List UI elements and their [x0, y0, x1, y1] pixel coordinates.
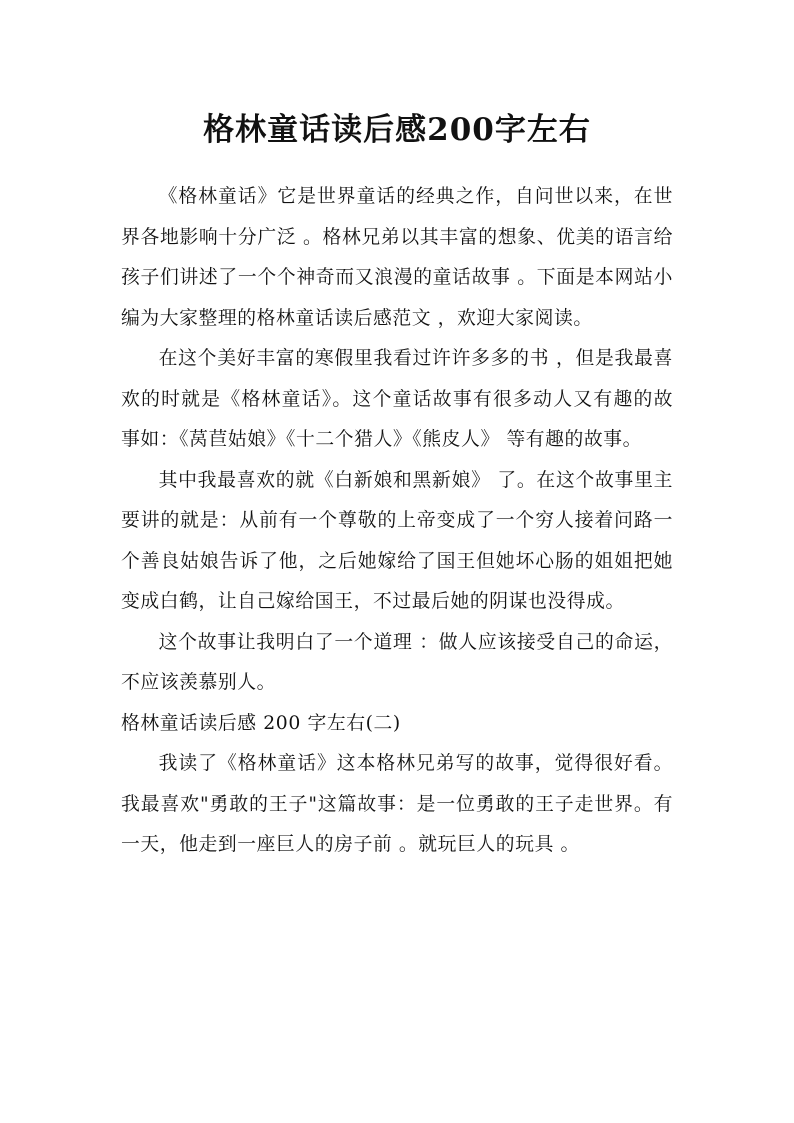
- document-body: [121, 177, 673, 866]
- paragraph-brave-prince: 我读了《格林童话》这本格林兄弟写的故事，觉得很好看。我最喜欢"勇敢的王子"这篇故事：是一位勇敢的王子走世界。有一天，他走到一座巨人的房子前 。就玩巨人的玩具 。: [121, 753, 673, 855]
- paragraph-intro: 《格林童话》它是世界童话的经典之作，自问世以来，在世界各地影响十分广泛 。格林兄弟以其丰富的想象、优美的语言给孩子们讲述了一个个神奇而又浪漫的童话故事 。下面是本网站小编为大家整理的格林童话读后感范文 ，欢迎大家阅读。: [121, 186, 673, 329]
- section-subheading: 格林童话读后感 200 字左右(二): [121, 712, 401, 734]
- document-title: 格林童话读后感200字左右: [203, 112, 591, 148]
- paragraph-lesson: 这个故事让我明白了一个道理 ：做人应该接受自己的命运，不应该羡慕别人。: [121, 631, 673, 693]
- paragraph-favorite-story: 其中我最喜欢的就《白新娘和黑新娘》 了。在这个故事里主要讲的就是：从前有一个尊敬的上帝变成了一个穷人接着问路一个善良姑娘告诉了他，之后她嫁给了国王但她坏心肠的姐姐把她变成白鹤，让自己嫁给国王，不过最后她的阴谋也没得成。: [121, 469, 673, 612]
- paragraph-winter-break: 在这个美好丰富的寒假里我看过许许多多的书 ，但是我最喜欢的时就是《格林童话》。这个童话故事有很多动人又有趣的故事如：《莴苣姑娘》《十二个猎人》《熊皮人》 等有趣的故事。: [121, 348, 673, 450]
